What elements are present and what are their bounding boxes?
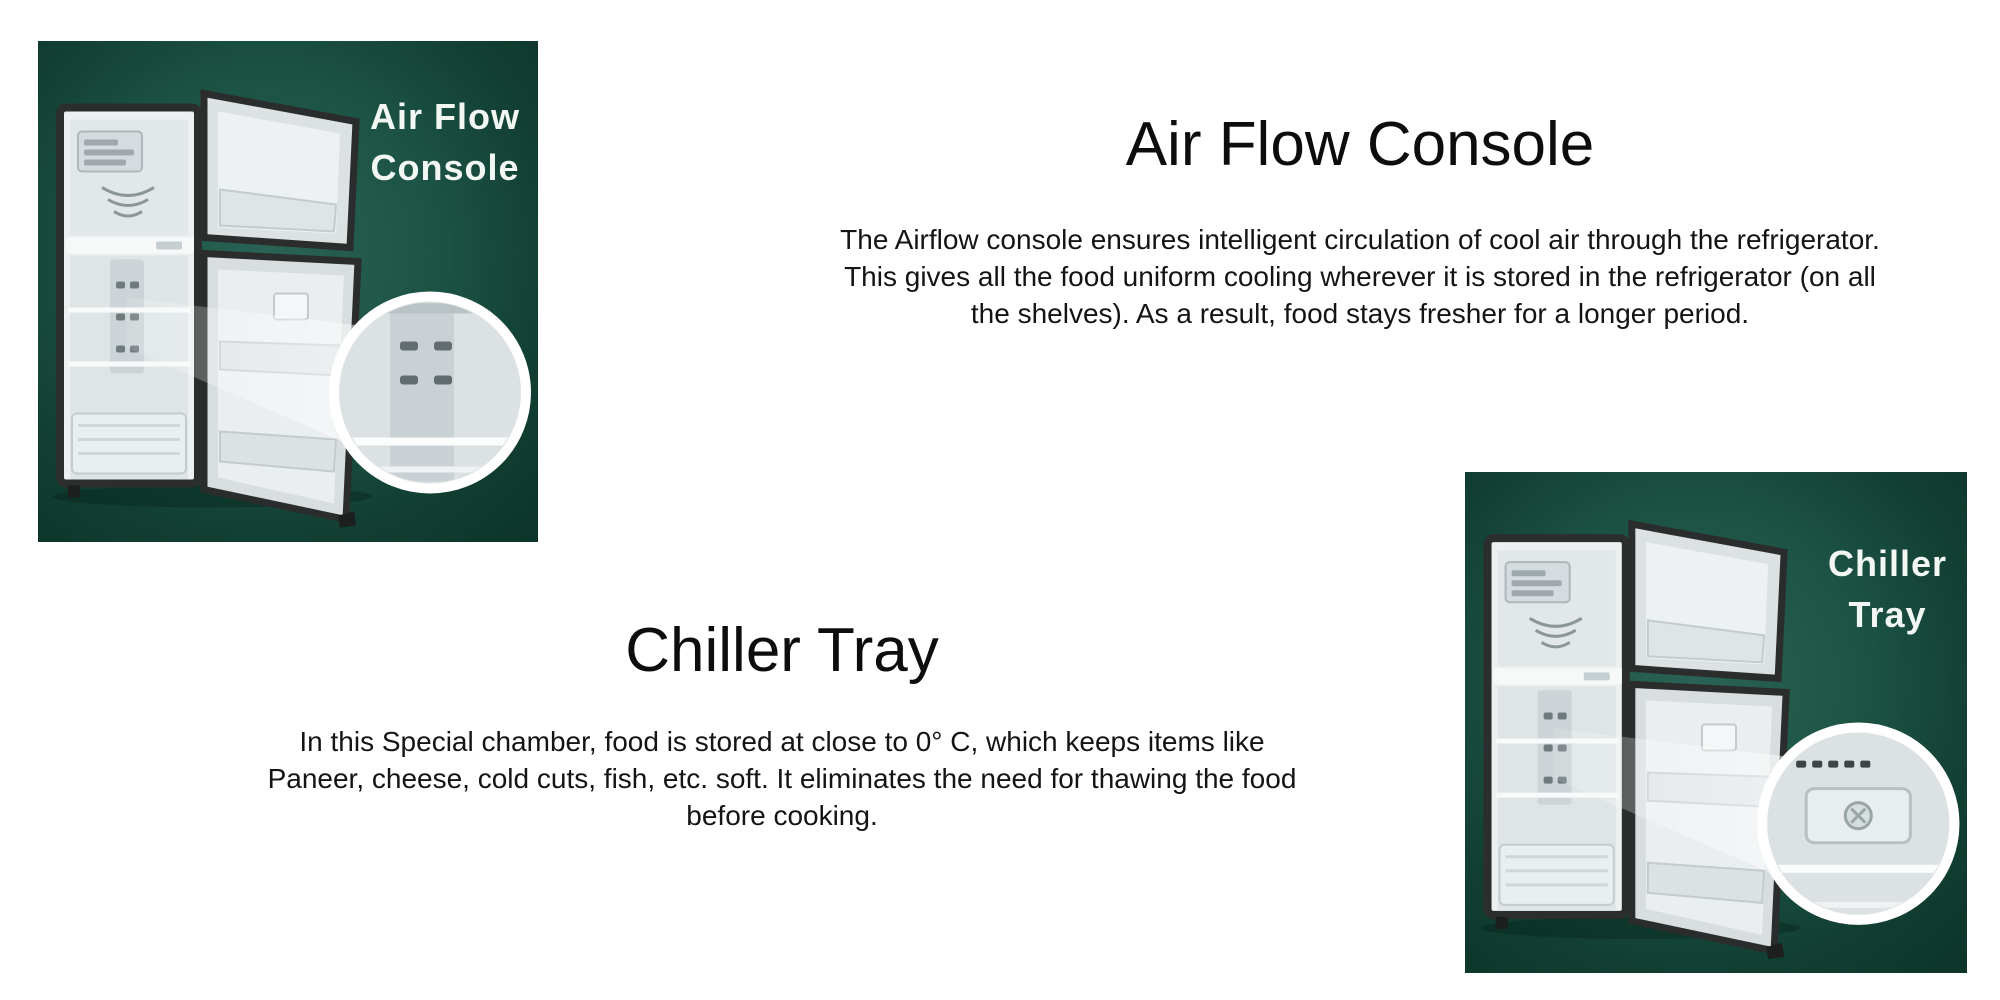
image-caption-chiller	[1828, 538, 1947, 640]
image-caption-line: Tray	[1848, 594, 1927, 635]
chiller-heading: Chiller Tray	[625, 616, 939, 685]
airflow-description: The Airflow console ensures intelligent circulation of cool air through the refrigerator. This gives all the food uniform cooling wherever it is stored in the refrigerator (on all the shelves). As a result, food stays fresher for a longer period.	[840, 224, 1880, 329]
airflow-heading: Air Flow Console	[1125, 110, 1595, 179]
image-caption-line: Console	[370, 147, 520, 188]
airflow-product-image	[38, 41, 538, 542]
image-caption-line: Chiller	[1827, 543, 1947, 584]
image-caption-line: Air Flow	[370, 96, 520, 137]
chiller-description: In this Special chamber, food is stored at close to 0° C, which keeps items like Paneer, cheese, cold cuts, fish, etc. soft. It eliminates the need for thawing the food before cooking.	[267, 726, 1297, 831]
chiller-product-image	[1465, 472, 1967, 973]
image-caption-airflow	[370, 91, 520, 193]
